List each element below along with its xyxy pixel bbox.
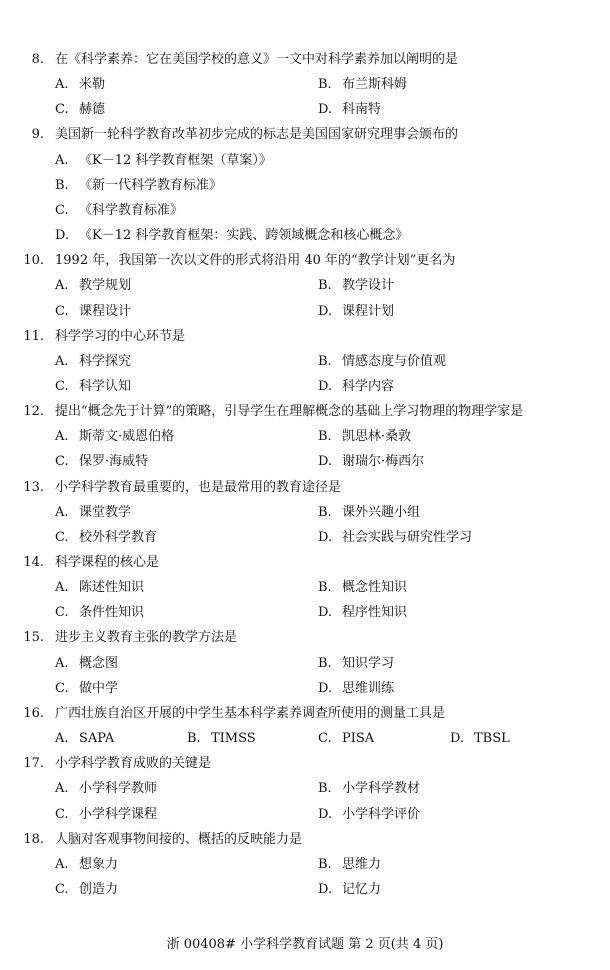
option-text: 《K－12 科学教育框架（草案）》 [79,152,272,168]
question-number: 16. [23,705,44,721]
option-text: 程序性知识 [342,605,408,621]
option-a [55,779,157,799]
option-c [55,528,157,548]
option-text: 科学认知 [79,378,132,394]
question-stem [0,754,610,774]
option-text: 知识学习 [342,655,395,671]
question-stem [0,125,610,145]
option-c [55,603,144,623]
option-text: 课程设计 [79,303,132,319]
question-text: 小学科学教育最重要的，也是最常用的教育途径是 [55,479,342,495]
option-text: 概念图 [79,655,119,671]
option-letter: D. [318,102,333,118]
option-text: 教学规划 [79,278,132,294]
option-b [318,578,407,598]
question-number: 12. [23,404,44,420]
option-letter: C. [55,202,69,218]
option-letter: C. [55,454,69,470]
option-letter: B. [318,580,332,596]
option-letter: A. [55,278,69,294]
option-d [318,100,381,120]
question-text: 人脑对客观事物间接的、概括的反映能力是 [55,831,303,847]
option-text: 记忆力 [342,881,382,897]
question-text: 广西壮族自治区开展的中学生基本科学素养调查所使用的测量工具是 [55,705,446,721]
option-letter: B. [318,278,332,294]
option-letter: C. [55,378,69,394]
question-stem [0,327,610,347]
option-b [318,654,394,674]
option-c [55,679,118,699]
option-a [55,151,272,171]
option-a [55,352,131,372]
option-text: 课程计划 [342,303,395,319]
option-d [450,729,510,749]
option-text: 小学科学教材 [342,781,421,797]
option-letter: C. [55,806,69,822]
option-letter: A. [55,731,69,747]
option-b [318,503,420,523]
option-letter: C. [55,605,69,621]
option-letter: B. [318,655,332,671]
option-c [55,201,183,221]
question-stem [0,704,610,724]
option-text: 科南特 [342,102,382,118]
option-d [318,679,394,699]
option-text: 校外科学教育 [79,529,158,545]
option-a [55,729,114,749]
option-text: 想象力 [79,856,119,872]
option-text: 布兰斯科姆 [342,77,408,93]
option-text: 科学探究 [79,353,132,369]
option-b [318,276,394,296]
question-number: 18. [23,831,44,847]
question-text: 在《科学素养：它在美国学校的意义》一文中对科学素养加以阐明的是 [55,52,459,67]
question-number: 9. [31,127,44,143]
option-a [55,654,118,674]
question-stem [0,251,610,271]
question-text: 1992 年，我国第一次以文件的形式将沿用 40 年的“教学计划”更名为 [55,253,456,269]
option-letter: D. [318,454,333,470]
option-letter: B. [318,856,332,872]
option-text: 小学科学教师 [79,781,158,797]
option-letter: A. [55,77,69,93]
option-letter: D. [318,378,333,394]
option-letter: A. [55,152,69,168]
option-d [318,528,472,548]
question-number: 15. [23,630,44,646]
option-c [55,100,105,120]
question-number: 13. [23,479,44,495]
question-text: 美国新一轮科学教育改革初步完成的标志是美国国家研究理事会颁布的 [55,127,459,143]
option-d [318,880,381,900]
option-letter: B. [318,429,332,445]
question-text: 科学课程的核心是 [55,555,160,570]
option-text: TBSL [474,731,510,747]
question-stem [0,553,610,573]
option-text: 小学科学评价 [342,806,421,822]
option-a [55,578,144,598]
option-text: SAPA [79,731,115,747]
option-letter: A. [55,655,69,671]
option-text: 思维力 [342,856,382,872]
option-letter: A. [55,856,69,872]
question-stem [0,50,610,70]
option-text: 《K－12 科学教育框架：实践、跨领域概念和核心概念》 [79,228,409,244]
option-a [55,427,174,447]
option-c [55,302,131,322]
option-text: 小学科学课程 [79,806,158,822]
option-text: 谢瑞尔·梅西尔 [342,454,425,470]
question-text: 科学学习的中心环节是 [55,328,186,344]
option-c [55,377,131,397]
option-text: 概念性知识 [342,580,408,596]
option-letter: B. [318,781,332,797]
option-d [318,377,394,397]
option-a [55,855,118,875]
option-d [55,226,408,246]
option-b [55,176,222,196]
page-footer: 浙 00408# 小学科学教育试题 第 2 页(共 4 页) [166,937,444,952]
option-letter: D. [318,303,333,319]
question-number: 8. [31,52,44,67]
option-text: 教学设计 [342,278,395,294]
option-text: 社会实践与研究性学习 [342,529,473,545]
option-letter: D. [55,228,70,244]
option-c [55,880,118,900]
option-text: TIMSS [211,731,256,747]
option-letter: D. [318,881,333,897]
option-text: 米勒 [79,77,106,93]
option-letter: C. [55,102,69,118]
option-text: 陈述性知识 [79,580,145,596]
option-text: 课堂教学 [79,504,132,520]
question-number: 17. [23,756,44,772]
option-c [55,805,157,825]
option-text: 《新一代科学教育标准》 [79,177,223,193]
option-a [55,276,131,296]
option-letter: C. [55,529,69,545]
option-letter: B. [318,77,332,93]
question-number: 11. [23,328,44,344]
option-letter: D. [450,731,465,747]
option-letter: C. [55,881,69,897]
question-stem [0,830,610,850]
option-text: 条件性知识 [79,605,145,621]
option-d [318,805,420,825]
option-b [187,729,256,749]
option-d [318,603,407,623]
question-text: 提出“概念先于计算”的策略，引导学生在理解概念的基础上学习物理的物理学家是 [55,404,524,420]
option-letter: C. [55,680,69,696]
option-letter: B. [187,731,201,747]
option-c [55,452,148,472]
option-letter: A. [55,504,69,520]
option-letter: B. [318,504,332,520]
option-text: 做中学 [79,680,119,696]
question-stem [0,402,610,422]
option-text: 科学内容 [342,378,395,394]
option-text: 赫德 [79,102,106,118]
option-text: 《科学教育标准》 [79,202,184,218]
option-letter: A. [55,429,69,445]
question-stem [0,628,610,648]
option-text: 创造力 [79,881,119,897]
option-d [318,302,394,322]
option-a [55,503,131,523]
question-number: 14. [23,555,44,570]
option-a [55,75,105,95]
option-d [318,452,424,472]
option-b [318,855,381,875]
option-letter: D. [318,605,333,621]
option-b [318,427,411,447]
option-b [318,75,407,95]
option-text: 情感态度与价值观 [342,353,447,369]
option-letter: B. [55,177,69,193]
option-b [318,779,420,799]
option-letter: C. [318,731,332,747]
option-letter: A. [55,781,69,797]
option-b [318,352,446,372]
option-letter: D. [318,529,333,545]
question-text: 进步主义教育主张的教学方法是 [55,630,238,646]
option-letter: D. [318,806,333,822]
option-letter: B. [318,353,332,369]
option-text: 课外兴趣小组 [342,504,421,520]
option-letter: C. [55,303,69,319]
option-text: 思维训练 [342,680,395,696]
option-text: 保罗·海威特 [79,454,149,470]
option-text: 斯蒂文·威恩伯格 [79,429,175,445]
option-letter: D. [318,680,333,696]
option-letter: A. [55,580,69,596]
option-letter: A. [55,353,69,369]
question-number: 10. [23,253,44,269]
question-text: 小学科学教育成败的关键是 [55,756,212,772]
option-text: 凯思林·桑敦 [342,429,412,445]
option-text: PISA [342,731,375,747]
option-c [318,729,374,749]
question-stem [0,478,610,498]
